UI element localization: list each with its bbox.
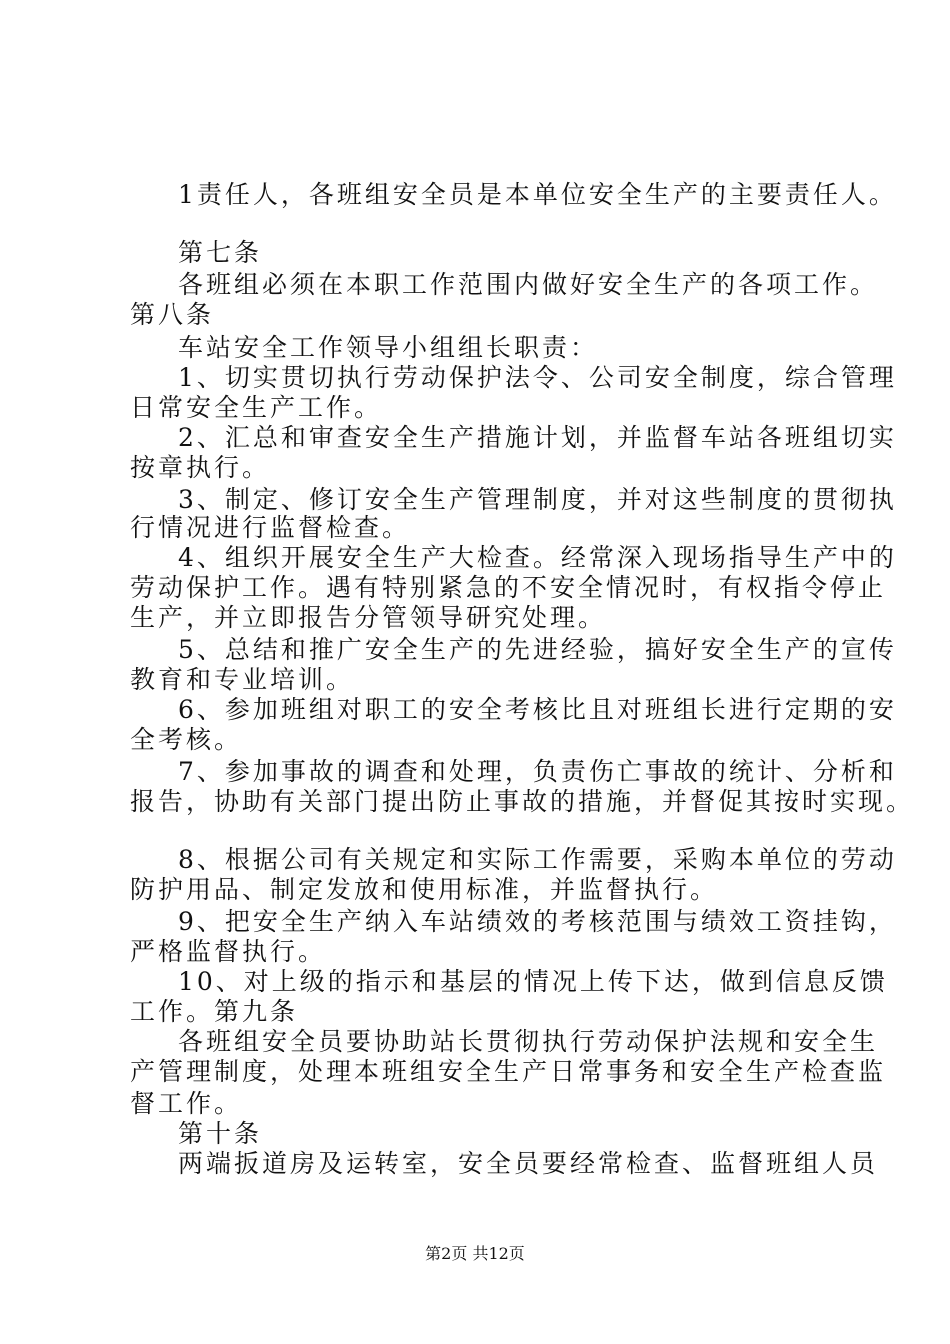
text-line: 5、总结和推广安全生产的先进经验，搞好安全生产的宣传 [178, 635, 897, 664]
text-line: 日常安全生产工作。 [130, 393, 383, 422]
text-line: 6、参加班组对职工的安全考核比且对班组长进行定期的安 [178, 695, 897, 724]
text-line: 车站安全工作领导小组组长职责： [178, 333, 599, 362]
text-line: 督工作。 [130, 1089, 243, 1118]
text-line: 教育和专业培训。 [130, 665, 355, 694]
text-line: 各班组安全员要协助站长贯彻执行劳动保护法规和安全生 [178, 1027, 879, 1056]
text-line: 7、参加事故的调查和处理，负责伤亡事故的统计、分析和 [178, 757, 897, 786]
text-line: 按章执行。 [130, 453, 271, 482]
section-heading: 第七条 [178, 238, 263, 267]
text-line: 生产，并立即报告分管领导研究处理。 [130, 603, 607, 632]
section-heading: 第八条 [130, 300, 215, 329]
text-line: 1、切实贯切执行劳动保护法令、公司安全制度，综合管理 [178, 363, 897, 392]
text-line: 9、把安全生产纳入车站绩效的考核范围与绩效工资挂钩， [178, 907, 897, 936]
text-line: 2、汇总和审查安全生产措施计划，并监督车站各班组切实 [178, 423, 897, 452]
text-line: 8、根据公司有关规定和实际工作需要，采购本单位的劳动 [178, 845, 897, 874]
text-line: 1责任人，各班组安全员是本单位安全生产的主要责任人。 [178, 180, 897, 209]
text-line: 严格监督执行。 [130, 937, 327, 966]
text-line: 全考核。 [130, 725, 243, 754]
text-line: 劳动保护工作。遇有特别紧急的不安全情况时，有权指令停止 [130, 573, 887, 602]
section-heading: 第十条 [178, 1119, 263, 1148]
text-line: 防护用品、制定发放和使用标准，并监督执行。 [130, 875, 719, 904]
text-line: 工作。第九条 [130, 997, 299, 1026]
text-line: 产管理制度，处理本班组安全生产日常事务和安全生产检查监 [130, 1057, 887, 1086]
text-line: 报告，协助有关部门提出防止事故的措施，并督促其按时实现。 [130, 787, 915, 816]
text-line: 4、组织开展安全生产大检查。经常深入现场指导生产中的 [178, 543, 897, 572]
text-line: 3、制定、修订安全生产管理制度，并对这些制度的贯彻执 [178, 485, 897, 514]
page-footer: 第2页 共12页 [425, 1244, 525, 1263]
text-line: 两端扳道房及运转室，安全员要经常检查、监督班组人员 [178, 1149, 879, 1178]
text-line: 10、对上级的指示和基层的情况上传下达，做到信息反馈 [178, 967, 888, 996]
text-line: 各班组必须在本职工作范围内做好安全生产的各项工作。 [178, 270, 879, 299]
text-line: 行情况进行监督检查。 [130, 513, 411, 542]
